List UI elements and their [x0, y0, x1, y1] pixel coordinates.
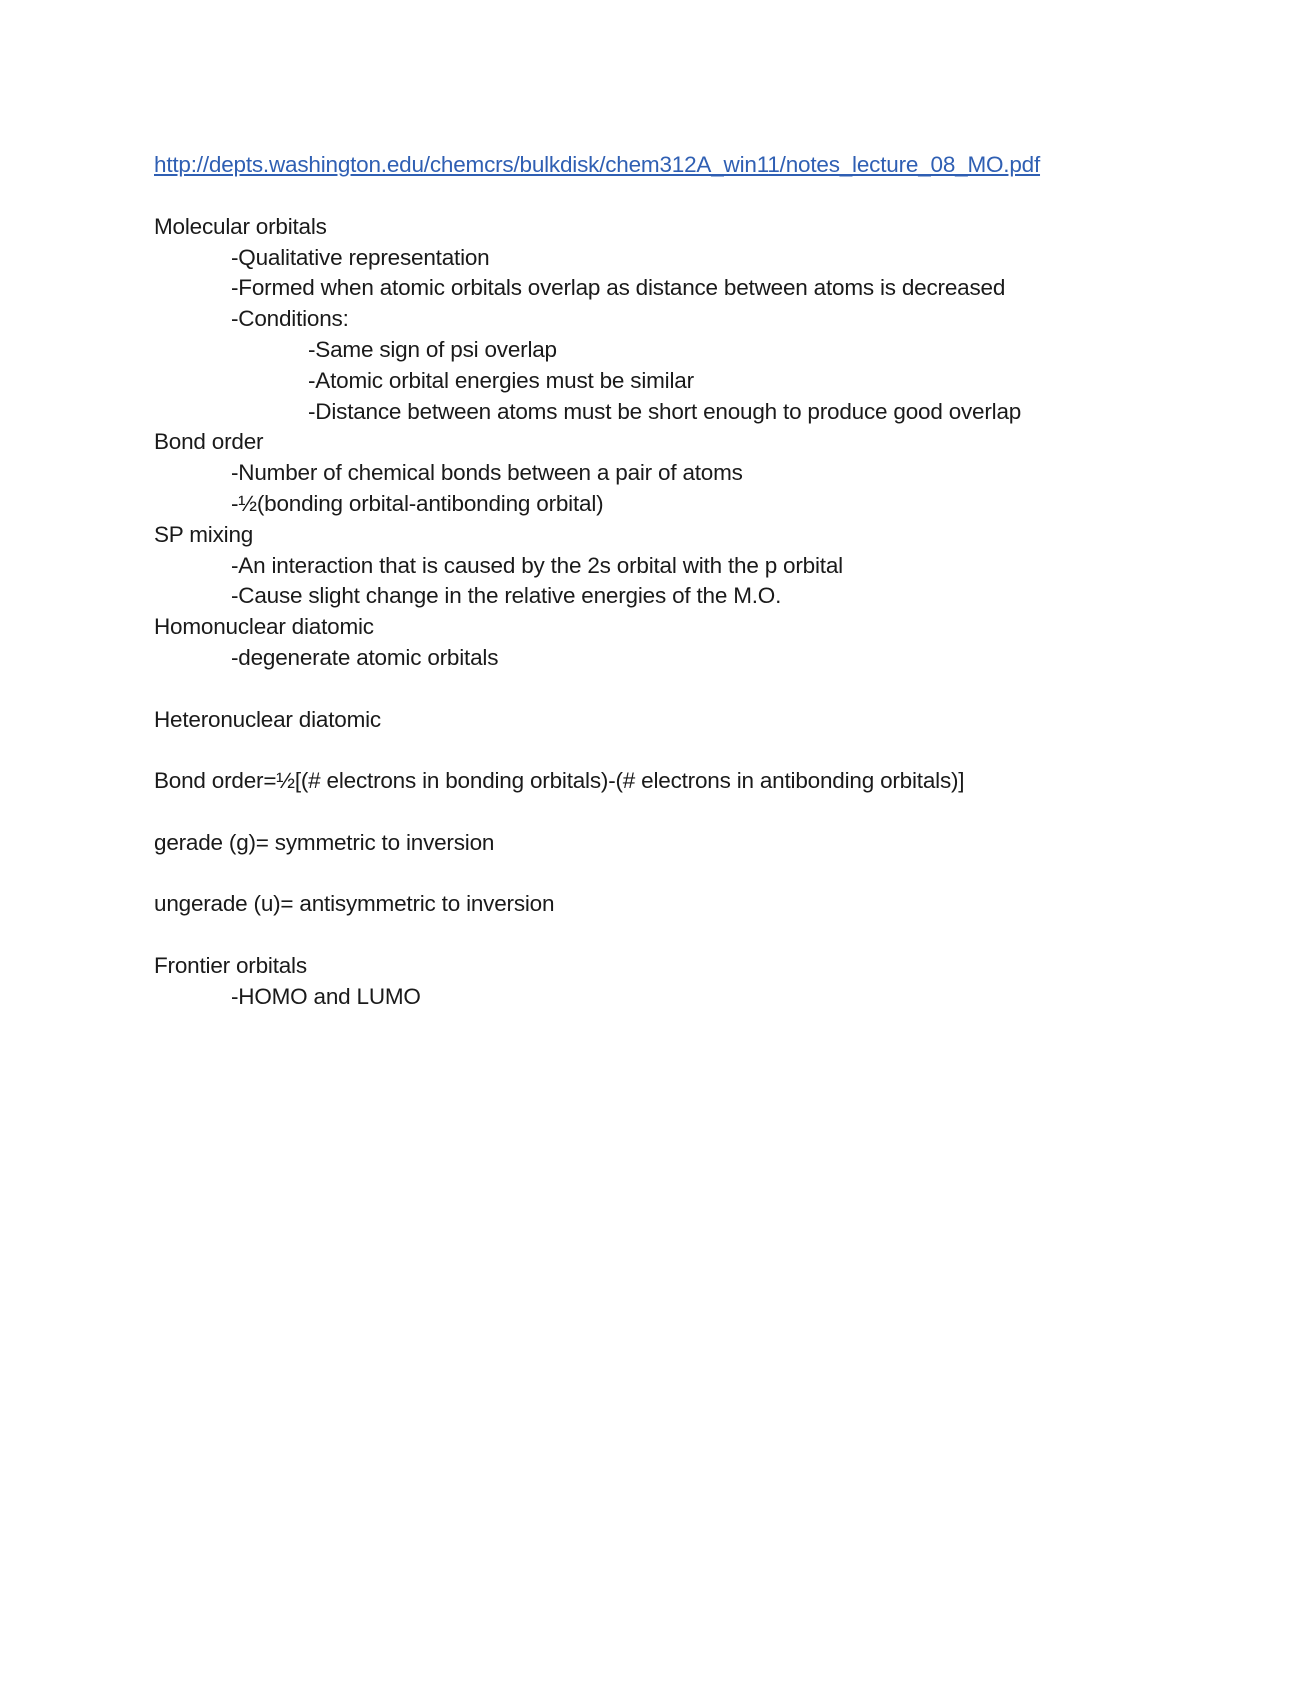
- heading-sp-mixing: SP mixing: [154, 521, 254, 547]
- spacer: [154, 735, 1214, 766]
- heading-bond-order: Bond order: [154, 429, 264, 455]
- bullet-half-formula: -½(bonding orbital-antibonding orbital): [231, 490, 604, 516]
- bullet-qualitative: -Qualitative representation: [231, 244, 490, 270]
- heading-homonuclear: Homonuclear diatomic: [154, 614, 374, 640]
- heading-molecular-orbitals: Molecular orbitals: [154, 213, 327, 239]
- spacer: [154, 797, 1214, 828]
- subbullet-same-sign: -Same sign of psi overlap: [308, 336, 557, 362]
- ungerade-definition: ungerade (u)= antisymmetric to inversion: [154, 891, 555, 917]
- gerade-definition: gerade (g)= symmetric to inversion: [154, 829, 495, 855]
- spacer: [154, 859, 1214, 890]
- bullet-slight-change: -Cause slight change in the relative energies of the M.O.: [231, 583, 782, 609]
- bullet-conditions: -Conditions:: [231, 306, 349, 332]
- spacer: [154, 920, 1214, 951]
- bullet-formed-when: -Formed when atomic orbitals overlap as distance between atoms is decreased: [231, 275, 1006, 301]
- heading-heteronuclear: Heteronuclear diatomic: [154, 706, 381, 732]
- subbullet-energies-similar: -Atomic orbital energies must be similar: [308, 367, 694, 393]
- lecture-notes-link[interactable]: http://depts.washington.edu/chemcrs/bulkdisk/chem312A_win11/notes_lecture_08_MO.pdf: [154, 152, 1041, 177]
- bullet-degenerate: -degenerate atomic orbitals: [231, 644, 499, 670]
- bullet-number-of-bonds: -Number of chemical bonds between a pair of atoms: [231, 460, 743, 486]
- bond-order-formula: Bond order=½[(# electrons in bonding orbitals)-(# electrons in antibonding orbitals)]: [154, 768, 965, 794]
- spacer: [154, 674, 1214, 705]
- bullet-homo-lumo: -HOMO and LUMO: [231, 983, 421, 1009]
- bullet-interaction: -An interaction that is caused by the 2s orbital with the p orbital: [231, 552, 843, 578]
- subbullet-distance: -Distance between atoms must be short enough to produce good overlap: [308, 398, 1022, 424]
- document-page: [154, 150, 1214, 1013]
- heading-frontier-orbitals: Frontier orbitals: [154, 952, 307, 978]
